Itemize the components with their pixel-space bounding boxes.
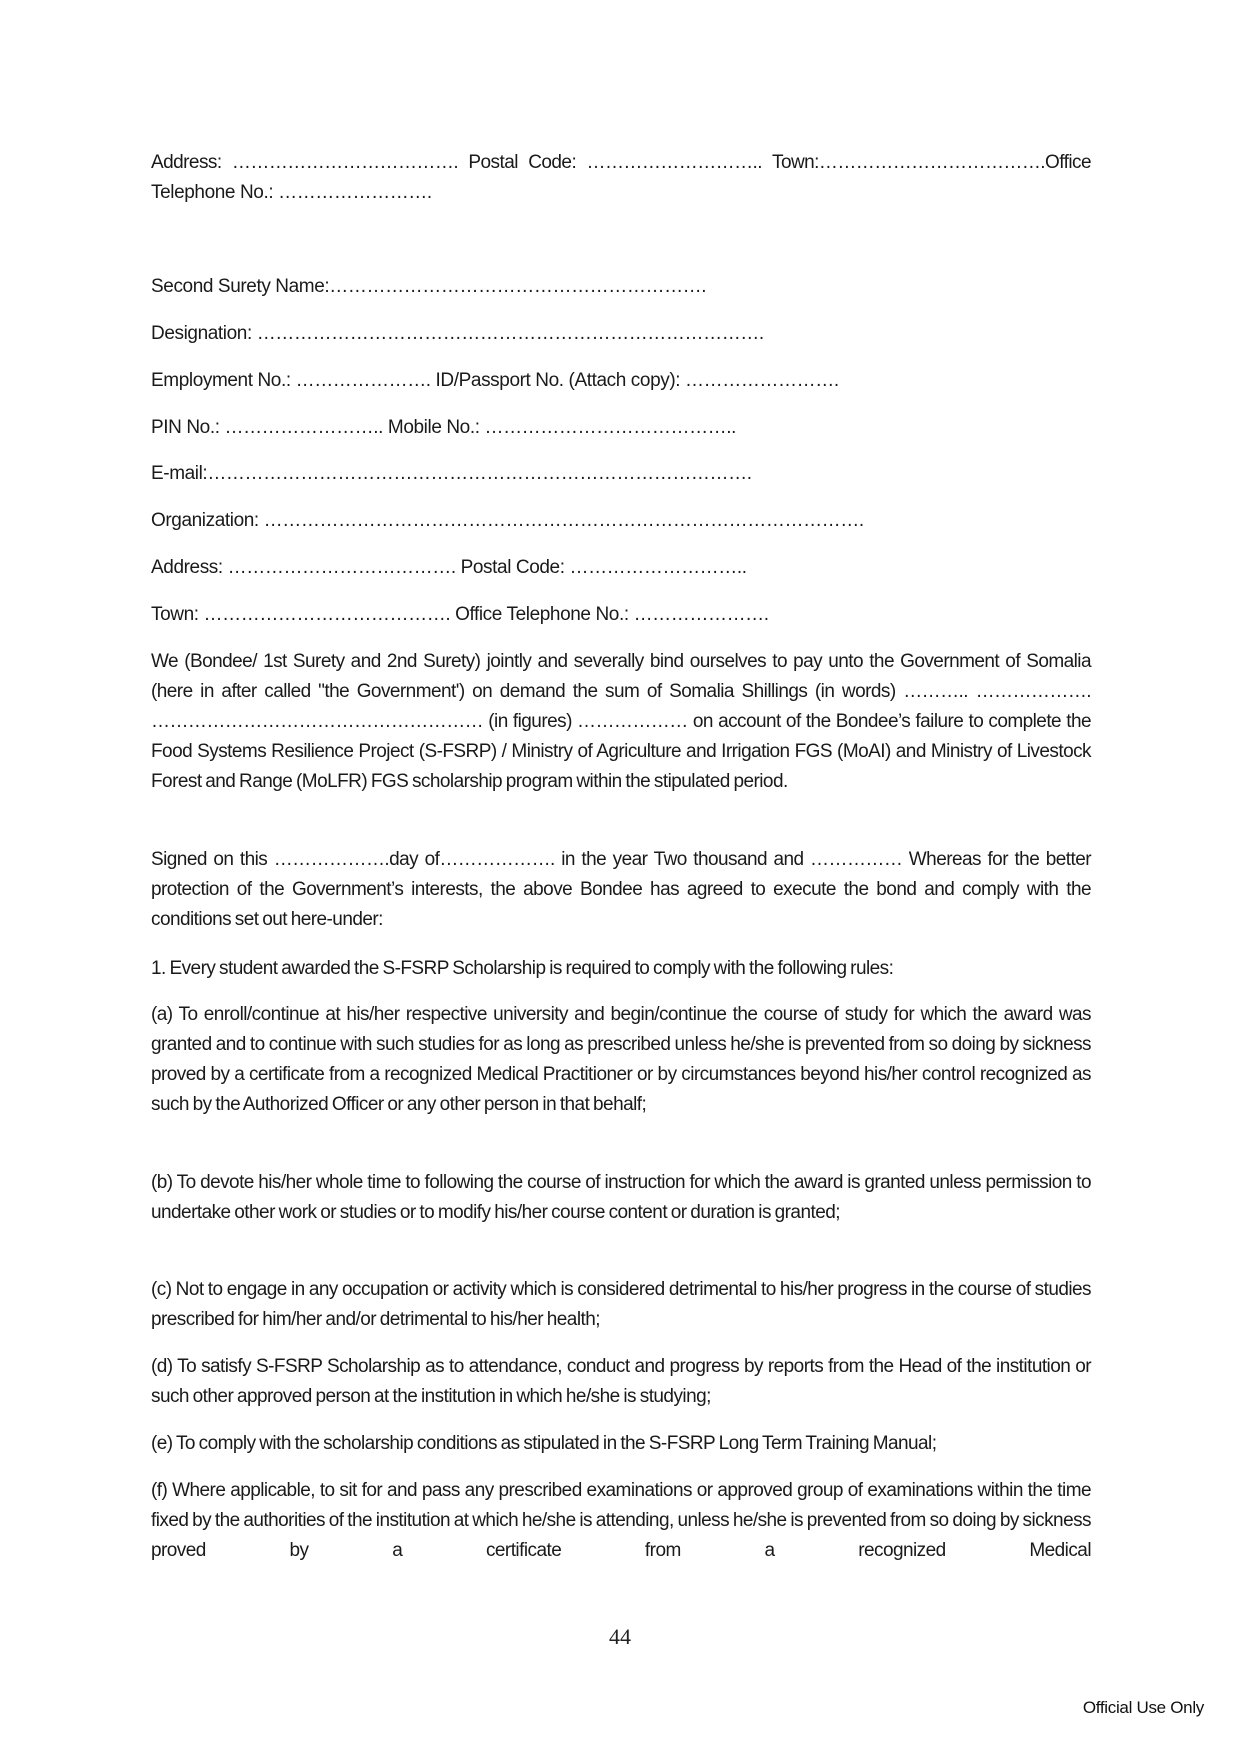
- rule-d: (d) To satisfy S-FSRP Scholarship as to attendance, conduct and progress by reports from the Head of the institution or such other approved person at the institution in which he/she is studying;: [151, 1356, 1091, 1407]
- second-surety-pin-mobile-field: PIN No.: …………………….. Mobile No.: …………………………………..: [151, 417, 737, 438]
- second-surety-employment-field: Employment No.: …………………. ID/Passport No. (Attach copy): …………………….: [151, 370, 839, 391]
- page-number: 44: [609, 1624, 631, 1649]
- signed-paragraph: Signed on this ……………….day of………………. in the year Two thousand and …………… Whereas for the better protection of the Government’s interests, the above Bondee has agreed to execute the bond and comply with the conditions set out here-under:: [151, 849, 1091, 930]
- second-surety-email-field: E-mail:…………………………………………………………………………….: [151, 463, 752, 484]
- rule-b: (b) To devote his/her whole time to following the course of instruction for which the award is granted unless permission to undertake other work or studies or to modify his/her course content or duration is granted;: [151, 1172, 1091, 1223]
- rules-intro: 1. Every student awarded the S-FSRP Scholarship is required to comply with the following rules:: [151, 958, 894, 979]
- first-surety-telephone-line: Telephone No.: …………………….: [151, 182, 432, 203]
- second-surety-town-phone-field: Town: …………………………………. Office Telephone No.: ………………….: [151, 604, 769, 625]
- second-surety-designation-field: Designation: ……………………………………………………………………….: [151, 323, 764, 344]
- second-surety-name-field: Second Surety Name:…………………………………………………….: [151, 276, 707, 297]
- rule-c: (c) Not to engage in any occupation or activity which is considered detrimental to his/her progress in the course of studies prescribed for him/her and/or detrimental to his/her health;: [151, 1279, 1091, 1330]
- second-surety-organization-field: Organization: …………………………………………………………………………………….: [151, 510, 864, 531]
- bond-paragraph: We (Bondee/ 1st Surety and 2nd Surety) jointly and severally bind ourselves to pay unto the Government of Somalia (here in after called "the Government') on demand the sum of Somalia Shillings (in words) ……….. ………………. ……………………………………………… (in figures) ……………… on account of the Bondee’s failure to complete the Food Systems Resilience Project (S-FSRP) / Ministry of Agriculture and Irrigation FGS (MoAI) and Ministry of Livestock Forest and Range (MoLFR) FGS scholarship program within the stipulated period.: [151, 651, 1091, 792]
- rule-f: (f) Where applicable, to sit for and pass any prescribed examinations or approved group of examinations within the time fixed by the authorities of the institution at which he/she is attending, unless he/she is prevented from so doing by sickness proved by a certificate from a recognized Medical: [151, 1480, 1091, 1561]
- first-surety-address-line: Address: ………………………………. Postal Code: ……………………….. Town:……………………………….Office: [151, 152, 1091, 173]
- rule-e: (e) To comply with the scholarship conditions as stipulated in the S-FSRP Long Term Training Manual;: [151, 1433, 937, 1454]
- second-surety-address-field: Address: ………………………………. Postal Code: ………………………..: [151, 557, 747, 578]
- classification-label: Official Use Only: [1082, 1698, 1204, 1717]
- rule-a: (a) To enroll/continue at his/her respective university and begin/continue the course of study for which the award was granted and to continue with such studies for as long as prescribed unless he/she is prevented from so doing by sickness proved by a certificate from a recognized Medical Practitioner or by circumstances beyond his/her control recognized as such by the Authorized Officer or any other person in that behalf;: [151, 1004, 1091, 1115]
